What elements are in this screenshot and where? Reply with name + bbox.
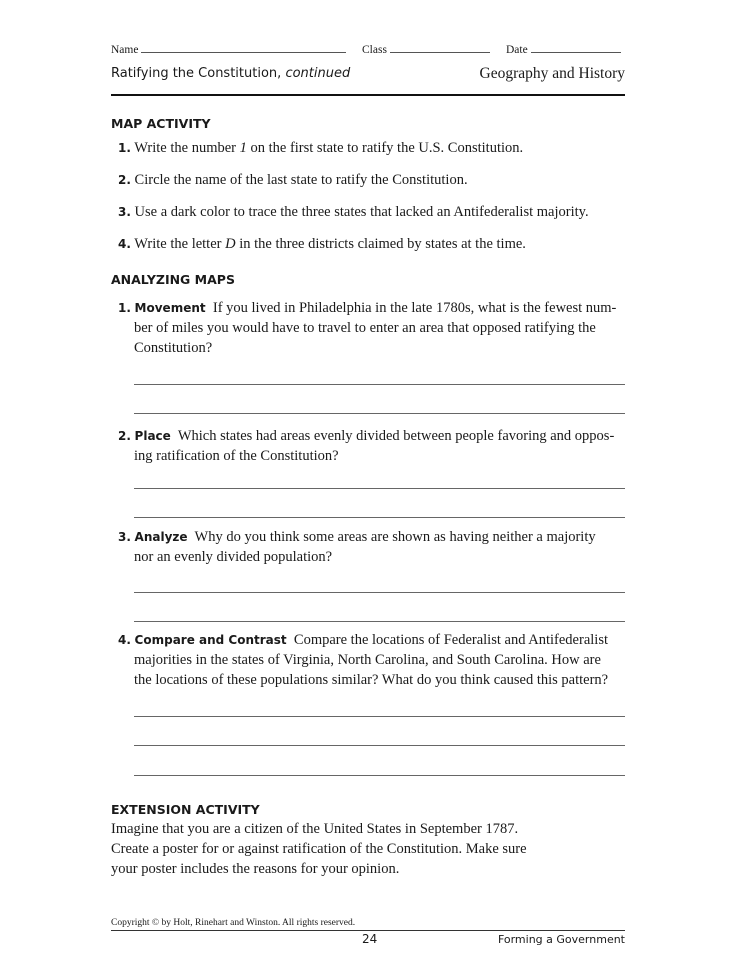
question-text: nor an evenly divided population?	[134, 549, 333, 565]
map-activity-item	[118, 236, 526, 253]
name-label: Name	[111, 44, 139, 56]
question-text: Compare the locations of Federalist and Antifederalist	[293, 632, 608, 648]
item-emphasis: 1	[239, 140, 247, 156]
item-number: 2.	[118, 173, 131, 187]
question-line	[134, 340, 212, 357]
answer-line[interactable]	[134, 592, 625, 593]
extension-line: Create a poster for or against ratification of the Constitution. Make sure	[111, 841, 527, 857]
footer-divider	[111, 930, 625, 931]
question-number: 4.	[118, 633, 131, 647]
question-line	[134, 320, 596, 337]
question-text: ing ratification of the Constitution?	[134, 448, 339, 464]
item-text: Write the letter	[134, 236, 226, 252]
item-text: Use a dark color to trace the three states that lacked an Antifederalist majority.	[134, 204, 589, 220]
question-label: Movement	[134, 301, 206, 315]
date-field[interactable]	[506, 42, 621, 56]
question-line	[118, 428, 614, 445]
page-number: 24	[362, 932, 378, 946]
extension-line: Imagine that you are a citizen of the United States in September 1787.	[111, 821, 519, 837]
question-text: If you lived in Philadelphia in the late 1780s, what is the fewest num-	[212, 300, 617, 316]
header-divider	[111, 94, 625, 96]
answer-line[interactable]	[134, 621, 625, 622]
answer-line[interactable]	[134, 488, 625, 489]
item-number: 3.	[118, 205, 131, 219]
question-number: 2.	[118, 429, 131, 443]
question-number: 3.	[118, 530, 131, 544]
item-number: 1.	[118, 141, 131, 155]
extension-heading: EXTENSION ACTIVITY	[111, 802, 260, 817]
item-text: Circle the name of the last state to ratify the Constitution.	[134, 172, 468, 188]
map-activity-heading: MAP ACTIVITY	[111, 116, 211, 131]
answer-line[interactable]	[134, 775, 625, 776]
date-label: Date	[506, 44, 528, 56]
question-line	[134, 549, 332, 566]
question-label: Analyze	[134, 530, 188, 544]
item-emphasis: D	[225, 236, 236, 252]
question-text: Constitution?	[134, 340, 213, 356]
question-text: majorities in the states of Virginia, North Carolina, and South Carolina. How are	[134, 652, 601, 668]
question-line	[118, 300, 616, 317]
chapter-name: Forming a Government	[497, 933, 625, 946]
item-text: in the three districts claimed by states at the time.	[235, 236, 526, 252]
question-line	[118, 529, 596, 546]
question-label: Place	[134, 429, 171, 443]
item-text: on the first state to ratify the U.S. Constitution.	[246, 140, 524, 156]
answer-line[interactable]	[134, 517, 625, 518]
copyright: Copyright © by Holt, Rinehart and Winston. All rights reserved.	[111, 918, 356, 928]
name-field[interactable]	[111, 42, 346, 56]
question-label: Compare and Contrast	[134, 633, 287, 647]
class-label: Class	[362, 44, 387, 56]
question-number: 1.	[118, 301, 131, 315]
question-text: ber of miles you would have to travel to enter an area that opposed ratifying the	[134, 320, 596, 336]
question-line	[134, 448, 339, 465]
subject-label: Geography and History	[479, 65, 625, 82]
question-text: Which states had areas evenly divided between people favoring and oppos-	[177, 428, 615, 444]
answer-line[interactable]	[134, 716, 625, 717]
item-text: Write the number	[134, 140, 240, 156]
map-activity-item	[118, 204, 589, 221]
extension-line: your poster includes the reasons for your opinion.	[111, 861, 400, 877]
question-text: Why do you think some areas are shown as having neither a majority	[194, 529, 596, 545]
map-activity-item	[118, 172, 468, 189]
answer-line[interactable]	[134, 384, 625, 385]
question-line	[134, 652, 601, 669]
question-line	[118, 632, 608, 649]
analyzing-maps-heading: ANALYZING MAPS	[111, 272, 235, 287]
class-field[interactable]	[362, 42, 490, 56]
question-text: the locations of these populations similar? What do you think caused this pattern?	[134, 672, 609, 688]
answer-line[interactable]	[134, 745, 625, 746]
answer-line[interactable]	[134, 413, 625, 414]
map-activity-item	[118, 140, 523, 157]
question-line	[134, 672, 608, 689]
worksheet-title: Ratifying the Constitution, continued	[111, 66, 351, 81]
item-number: 4.	[118, 237, 131, 251]
